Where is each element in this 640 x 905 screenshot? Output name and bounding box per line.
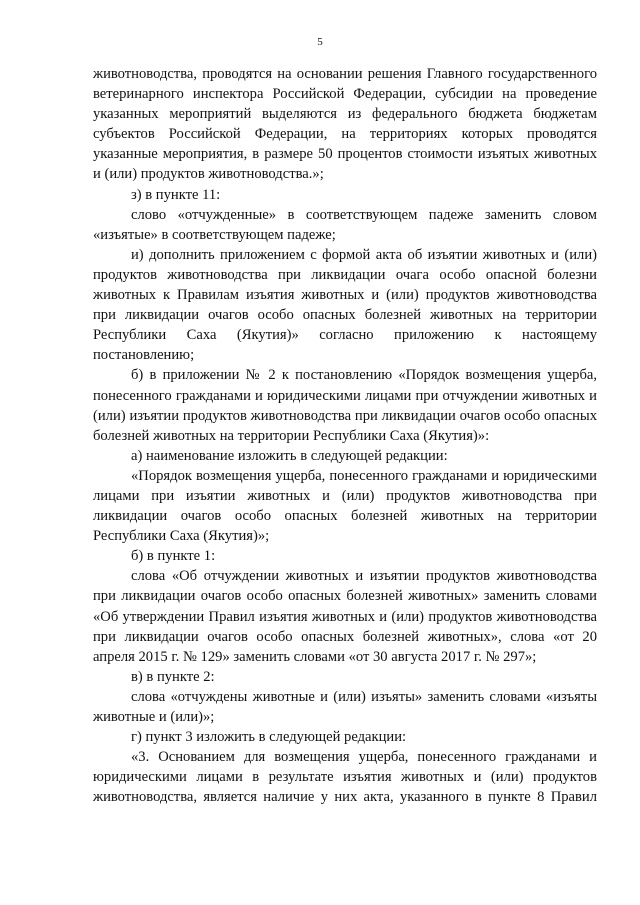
paragraph-replace-word: слово «отчужденные» в соответствующем падеже заменить словом «изъятые» в соответствующем падеже; (93, 206, 597, 243)
paragraph-replace-words-1: слова «Об отчуждении животных и изъятии продуктов животноводства при ликвидации очагов особо опасных болезней животных» заменить словами «Об утверждении Правил изъятия животных и (или) продуктов животноводства при ликвидации очагов особо опасных болезней животных», слова «от 20 апреля 2015 г. № 129» заменить словами «от 30 августа 2017 г. № 297»; (93, 568, 597, 665)
page-number: 5 (317, 36, 323, 48)
paragraph-continuation: животноводства, проводятся на основании решения Главного государственного ветеринарного инспектора Российской Федерации, субсидии на проведение указанных мероприятий выделяются из федерального бюджета бюджетам субъектов Российской Федерации, на территориях которых проводятся указанные мероприятия, в размере 50 процентов стоимости изъятых животных и (или) продуктов животноводства.»; (93, 66, 597, 183)
paragraph-item-v: в) в пункте 2: (131, 668, 215, 685)
paragraph-item-z: з) в пункте 11: (131, 186, 221, 203)
paragraph-item-g: г) пункт 3 изложить в следующей редакции: (131, 729, 407, 746)
document-body (93, 64, 597, 807)
paragraph-point-3: «3. Основанием для возмещения ущерба, понесенного гражданами и юридическими лицами в результате изъятия животных и (или) продуктов животноводства, является наличие у них акта, указанного в пункте 8 Правил (93, 749, 597, 806)
paragraph-new-title: «Порядок возмещения ущерба, понесенного гражданами и юридическими лицами при изъятии животных и (или) продуктов животноводства при ликвидации очагов особо опасных болезней животных на территории Республики Саха (Якутия)»; (93, 467, 597, 545)
paragraph-item-b-appendix: б) в приложении № 2 к постановлению «Порядок возмещения ущерба, понесенного гражданами и юридическими лицами при отчуждении животных и (или) изъятии продуктов животноводства при ликвидации очагов особо опасных болезней животных на территории Республики Саха (Якутия)»: (93, 367, 597, 444)
paragraph-item-i: и) дополнить приложением с формой акта об изъятии животных и (или) продуктов животноводства при ликвидации очага особо опасной болезни животных к Правилам изъятия животных и (или) продуктов животноводства при ликвидации очагов особо опасных болезней животных на территории Республики Саха (Якутия)» согласно приложению к настоящему постановлению; (93, 246, 597, 364)
paragraph-replace-words-2: слова «отчуждены животные и (или) изъяты» заменить словами «изъяты животные и (или)»; (93, 688, 597, 725)
paragraph-item-b-point1: б) в пункте 1: (131, 548, 216, 565)
paragraph-item-a: а) наименование изложить в следующей редакции: (131, 447, 448, 464)
